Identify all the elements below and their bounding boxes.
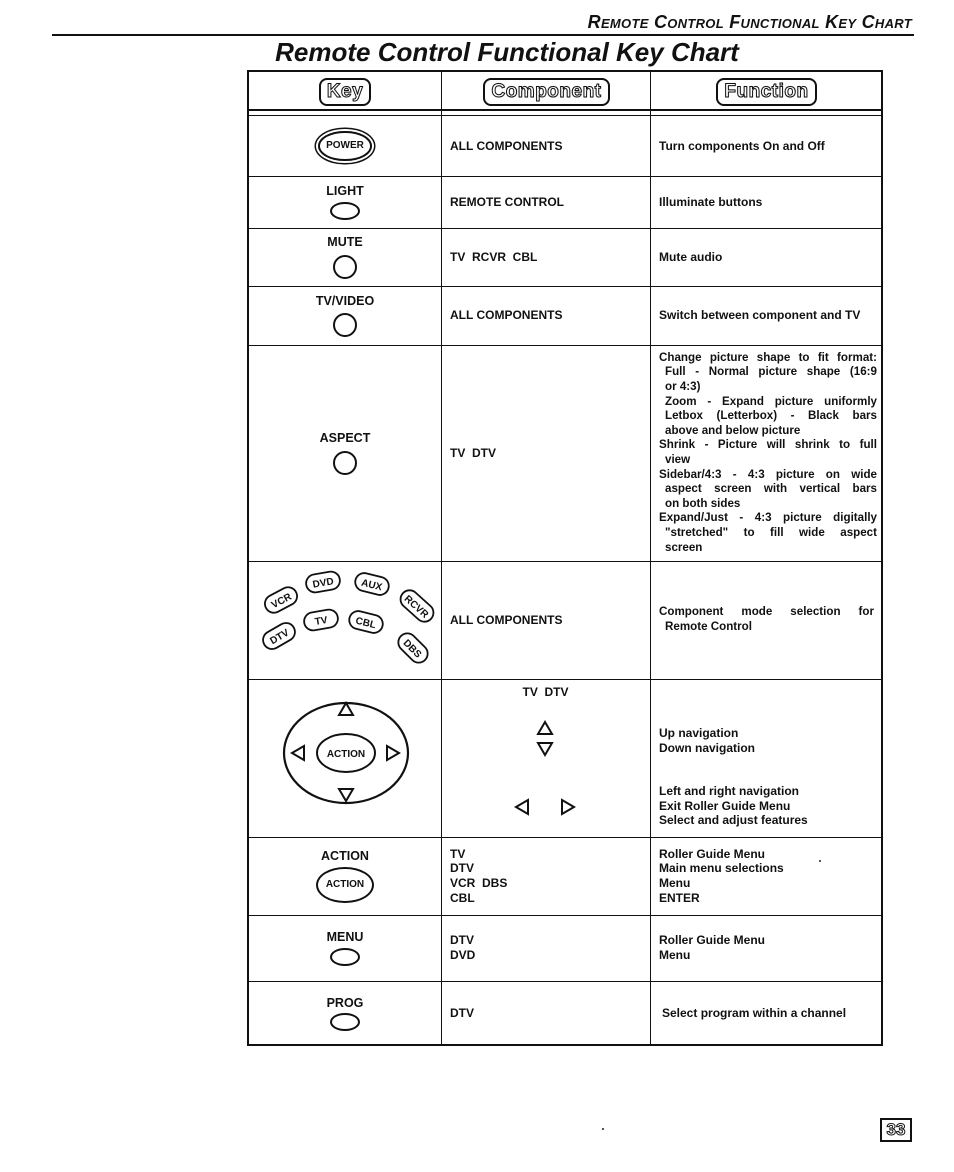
key-label: TV/VIDEO — [315, 293, 375, 308]
function-text: Menu — [659, 948, 691, 962]
function-text: above and below picture — [665, 423, 801, 437]
mode-buttons-graphic — [250, 562, 440, 678]
key-label: PROG — [326, 995, 364, 1010]
tv-label: TV — [314, 614, 329, 629]
component-cell — [443, 228, 648, 286]
action-button-icon: ACTION — [316, 867, 374, 904]
oval-button-icon — [330, 948, 360, 966]
key-cell — [249, 981, 441, 1046]
page-number: 33 — [880, 1118, 912, 1142]
function-text: on both sides — [665, 496, 741, 510]
key-label: MUTE — [327, 235, 363, 250]
header-component: Component — [483, 78, 609, 106]
component-text: ALL COMPONENTS — [450, 612, 563, 627]
table-row — [249, 915, 881, 982]
table-row — [249, 116, 881, 177]
round-button-icon — [333, 255, 357, 279]
page-title: Remote Control Functional Key Chart — [275, 37, 739, 67]
component-text: DTV — [450, 933, 474, 948]
component-text: DTV — [450, 861, 474, 876]
table-row — [249, 176, 881, 229]
right-arrow-icon — [387, 746, 399, 760]
function-text: Exit Roller Guide Menu — [659, 798, 791, 813]
key-label: ACTION — [321, 848, 369, 863]
header-rule — [249, 109, 881, 111]
function-cell — [652, 286, 881, 345]
function-text: Remote Control — [665, 620, 752, 633]
function-cell — [652, 981, 881, 1046]
component-cell — [443, 176, 648, 228]
table-row — [249, 561, 881, 680]
running-head-rule — [52, 34, 914, 36]
dbs-label: DBS — [400, 637, 424, 661]
function-cell — [652, 228, 881, 286]
function-text: Mute audio — [659, 249, 723, 264]
component-text: TV — [450, 846, 466, 861]
left-arrow-icon — [292, 746, 304, 760]
dtv-label: DTV — [268, 627, 292, 648]
aux-label: AUX — [360, 577, 384, 594]
key-cell — [249, 679, 441, 837]
function-cell — [652, 176, 881, 228]
component-cell — [443, 286, 648, 345]
function-text: Zoom - Expand picture uniformly — [665, 394, 877, 408]
component-text: REMOTE CONTROL — [450, 194, 564, 209]
function-text: or 4:3) — [665, 380, 701, 394]
component-text: VCR DBS — [450, 876, 508, 890]
table-row — [249, 228, 881, 287]
component-text: DTV — [450, 1006, 474, 1021]
function-text: Main menu selections — [659, 861, 784, 876]
running-head: Remote Control Functional Key Chart — [587, 12, 912, 32]
oval-button-icon — [330, 1013, 360, 1031]
header-function: Function — [716, 78, 816, 106]
component-cell — [443, 915, 648, 981]
header-key: Key — [319, 78, 371, 106]
function-text: Up navigation — [659, 726, 739, 740]
function-text: Expand/Just - 4:3 picture digitally — [659, 511, 877, 525]
key-cell — [249, 228, 441, 286]
function-text: Select and adjust features — [659, 813, 808, 828]
key-label: LIGHT — [326, 184, 364, 199]
component-cell — [443, 981, 648, 1046]
key-label: MENU — [326, 930, 364, 945]
function-text: Turn components On and Off — [659, 138, 825, 153]
component-text: TV RCVR CBL — [450, 249, 538, 264]
key-chart-table — [247, 70, 883, 1046]
component-text: ALL COMPONENTS — [450, 308, 563, 323]
function-text: Left and right navigation — [659, 784, 799, 798]
up-down-arrows-icon — [533, 719, 557, 759]
key-cell — [249, 345, 441, 561]
header-function-cell — [652, 76, 881, 108]
table-row — [249, 679, 881, 838]
table-row — [249, 345, 881, 562]
vcr-label: VCR — [269, 591, 294, 612]
action-center-label: ACTION — [326, 749, 366, 760]
key-cell — [249, 286, 441, 345]
function-cell — [652, 116, 881, 176]
key-cell — [249, 837, 441, 915]
header-key-cell — [249, 76, 441, 108]
function-text: Component mode selection for — [659, 605, 874, 619]
function-text: Switch between component and TV — [659, 308, 861, 323]
key-cell — [249, 915, 441, 981]
round-button-icon — [333, 451, 357, 475]
component-cell — [443, 561, 648, 679]
component-cell — [443, 837, 648, 915]
component-cell — [443, 679, 648, 837]
function-text: Select program within a channel — [662, 1006, 847, 1021]
function-text: Change picture shape to fit format: — [659, 350, 877, 364]
function-text: Shrink - Picture will shrink to full — [659, 438, 877, 452]
function-text: Illuminate buttons — [659, 194, 763, 209]
round-button-icon — [333, 313, 357, 337]
component-cell — [443, 116, 648, 176]
rcvr-label: RCVR — [401, 593, 431, 621]
function-text: ENTER — [659, 890, 700, 905]
function-text: Roller Guide Menu — [659, 933, 766, 948]
component-cell — [443, 345, 648, 561]
function-text: Letbox (Letterbox) - Black bars — [665, 409, 877, 423]
stray-dot — [602, 1128, 604, 1130]
function-text: aspect screen with vertical bars — [665, 482, 877, 496]
function-text: screen — [665, 540, 703, 554]
cbl-label: CBL — [354, 615, 377, 632]
up-arrow-icon — [339, 703, 353, 715]
left-right-arrows-icon — [513, 796, 577, 818]
function-text: Sidebar/4:3 - 4:3 picture on wide — [659, 467, 877, 481]
navigation-pad-graphic — [250, 683, 440, 833]
table-row — [249, 286, 881, 346]
function-cell — [652, 345, 881, 561]
function-cell — [652, 915, 881, 981]
function-text: view — [665, 453, 691, 466]
key-label: ASPECT — [319, 431, 371, 446]
dvd-label: DVD — [311, 576, 335, 591]
stray-mark — [819, 860, 821, 862]
function-text: Full - Normal picture shape (16:9 — [665, 365, 877, 379]
table-row — [249, 837, 881, 916]
aspect-description — [659, 351, 877, 555]
function-text: Roller Guide Menu — [659, 846, 766, 861]
component-text: ALL COMPONENTS — [450, 138, 563, 153]
component-text: CBL — [450, 890, 475, 905]
down-arrow-icon — [339, 789, 353, 801]
function-text: Menu — [659, 876, 691, 890]
key-cell — [249, 561, 441, 679]
oval-button-icon — [330, 202, 360, 220]
component-text: TV DTV — [522, 685, 569, 699]
header-component-cell — [443, 76, 650, 108]
function-text: "stretched" to fill wide aspect — [665, 525, 877, 539]
function-text: Down navigation — [659, 740, 755, 755]
function-cell — [652, 837, 881, 915]
key-cell — [249, 176, 441, 228]
component-text: TV DTV — [450, 445, 497, 460]
power-button-icon: POWER — [318, 131, 372, 162]
function-cell — [652, 561, 881, 679]
table-row — [249, 981, 881, 1046]
function-cell — [652, 679, 881, 837]
key-cell — [249, 116, 441, 176]
component-text: DVD — [450, 948, 476, 962]
